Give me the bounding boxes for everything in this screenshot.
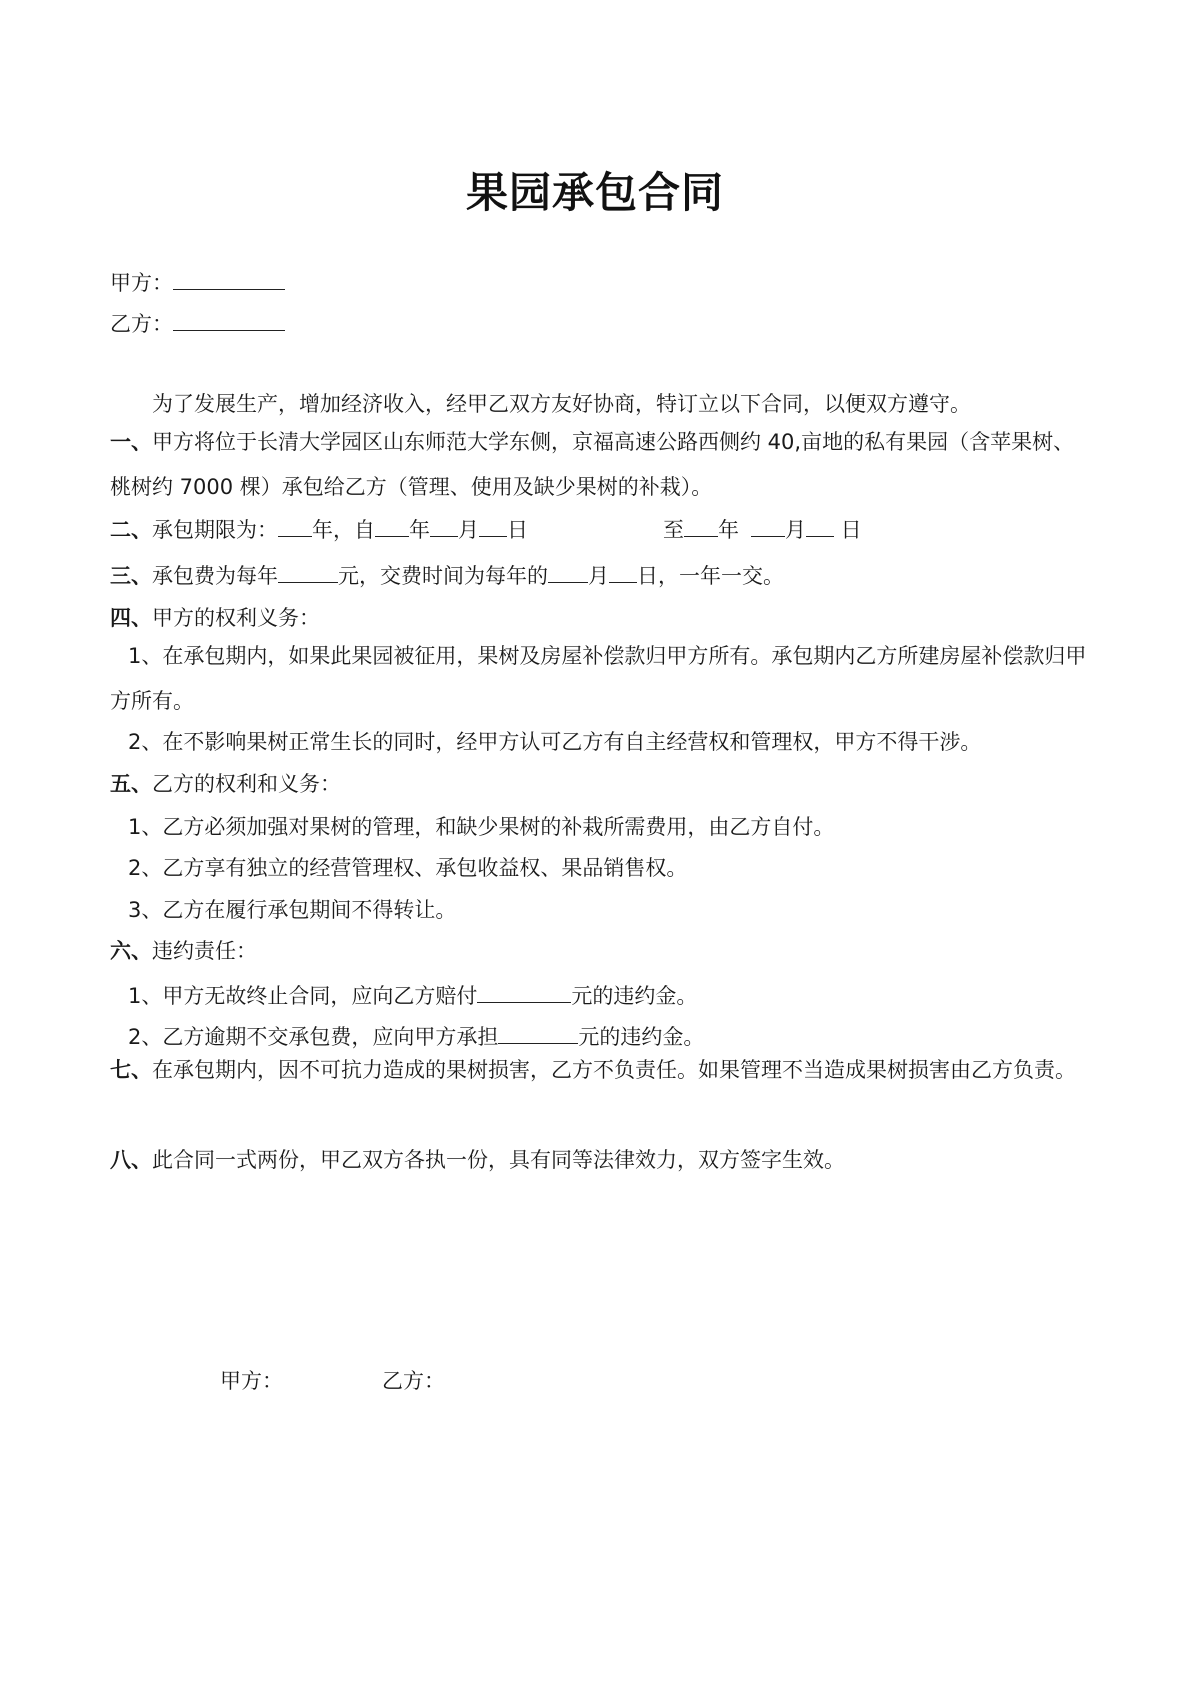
section-4 — [110, 604, 320, 633]
section-number: 五、 — [110, 772, 152, 796]
text: 年 — [409, 518, 430, 542]
section-number: 七、 — [110, 1058, 152, 1082]
text: 日，一年一交。 — [637, 564, 784, 588]
section-number: 四、 — [110, 606, 152, 630]
pay-month-blank[interactable] — [548, 560, 588, 583]
section-text: 在承包期内，因不可抗力造成的果树损害，乙方不负责任。如果管理不当造成果树损害由乙方负责。 — [152, 1058, 1076, 1082]
section-number: 三、 — [110, 564, 152, 588]
section-8 — [110, 1146, 845, 1175]
section-1 — [110, 420, 1095, 510]
years-blank[interactable] — [278, 514, 312, 537]
pay-day-blank[interactable] — [609, 560, 637, 583]
section-heading: 甲方的权利义务： — [152, 606, 320, 630]
section-3 — [110, 560, 784, 591]
party-a-line — [110, 267, 285, 298]
compensation-blank[interactable] — [477, 980, 571, 1003]
end-year-blank[interactable] — [684, 514, 718, 537]
text: 年 — [718, 518, 739, 542]
end-month-blank[interactable] — [751, 514, 785, 537]
party-b-label: 乙方： — [110, 312, 173, 336]
section-5-item-3: 3、乙方在履行承包期间不得转让。 — [128, 898, 457, 922]
section-heading: 违约责任： — [152, 939, 257, 963]
section-text: 甲方将位于长清大学园区山东师范大学东侧，京福高速公路西侧约 40,亩地的私有果园（含苹果树、桃树约 7000 棵）承包给乙方（管理、使用及缺少果树的补栽）。 — [110, 430, 1075, 499]
section-number: 八、 — [110, 1148, 152, 1172]
text: 2、乙方逾期不交承包费，应向甲方承担 — [128, 1025, 499, 1049]
signature-party-b: 乙方： — [382, 1369, 445, 1393]
section-5-item-2: 2、乙方享有独立的经营管理权、承包收益权、果品销售权。 — [128, 856, 688, 880]
section-4-item-1: 1、在承包期内，如果此果园被征用，果树及房屋补偿款归甲方所有。承包期内乙方所建房屋补偿款归甲方所有。 — [110, 644, 1087, 713]
text: 元，交费时间为每年的 — [338, 564, 548, 588]
end-day-blank[interactable] — [806, 514, 834, 537]
text: 元的违约金。 — [571, 984, 698, 1008]
party-a-blank[interactable] — [173, 267, 285, 290]
text: 年，自 — [312, 518, 375, 542]
section-5 — [110, 770, 341, 799]
section-2 — [110, 514, 862, 545]
section-number: 一、 — [110, 430, 152, 454]
party-a-label: 甲方： — [110, 271, 173, 295]
text: 承包费为每年 — [152, 564, 278, 588]
section-number: 六、 — [110, 939, 152, 963]
section-7 — [110, 1048, 1095, 1093]
text: 元的违约金。 — [578, 1025, 705, 1049]
section-6-item-1 — [128, 980, 697, 1011]
fee-blank[interactable] — [278, 560, 338, 583]
section-4-item-2: 2、在不影响果树正常生长的同时，经甲方认可乙方有自主经营权和管理权，甲方不得干涉。 — [128, 730, 982, 754]
party-b-line — [110, 308, 285, 339]
start-year-blank[interactable] — [375, 514, 409, 537]
party-b-blank[interactable] — [173, 308, 285, 331]
text: 1、甲方无故终止合同，应向乙方赔付 — [128, 984, 478, 1008]
text: 月 — [458, 518, 479, 542]
section-5-item-1: 1、乙方必须加强对果树的管理，和缺少果树的补栽所需费用，由乙方自付。 — [128, 815, 835, 839]
start-day-blank[interactable] — [479, 514, 507, 537]
text: 月 — [588, 564, 609, 588]
term-label: 承包期限为： — [152, 518, 278, 542]
signature-party-a: 甲方： — [220, 1369, 283, 1393]
intro-paragraph: 为了发展生产，增加经济收入，经甲乙双方友好协商，特订立以下合同，以便双方遵守。 — [152, 392, 971, 416]
text: 日 — [507, 518, 528, 542]
penalty-blank[interactable] — [498, 1021, 578, 1044]
section-text: 此合同一式两份，甲乙双方各执一份，具有同等法律效力，双方签字生效。 — [152, 1148, 845, 1172]
section-number: 二、 — [110, 518, 152, 542]
text: 日 — [834, 518, 862, 542]
text: 月 — [785, 518, 806, 542]
start-month-blank[interactable] — [430, 514, 458, 537]
text: 至 — [663, 518, 684, 542]
section-6 — [110, 937, 257, 966]
section-heading: 乙方的权利和义务： — [152, 772, 341, 796]
page-title: 果园承包合同 — [465, 168, 724, 217]
